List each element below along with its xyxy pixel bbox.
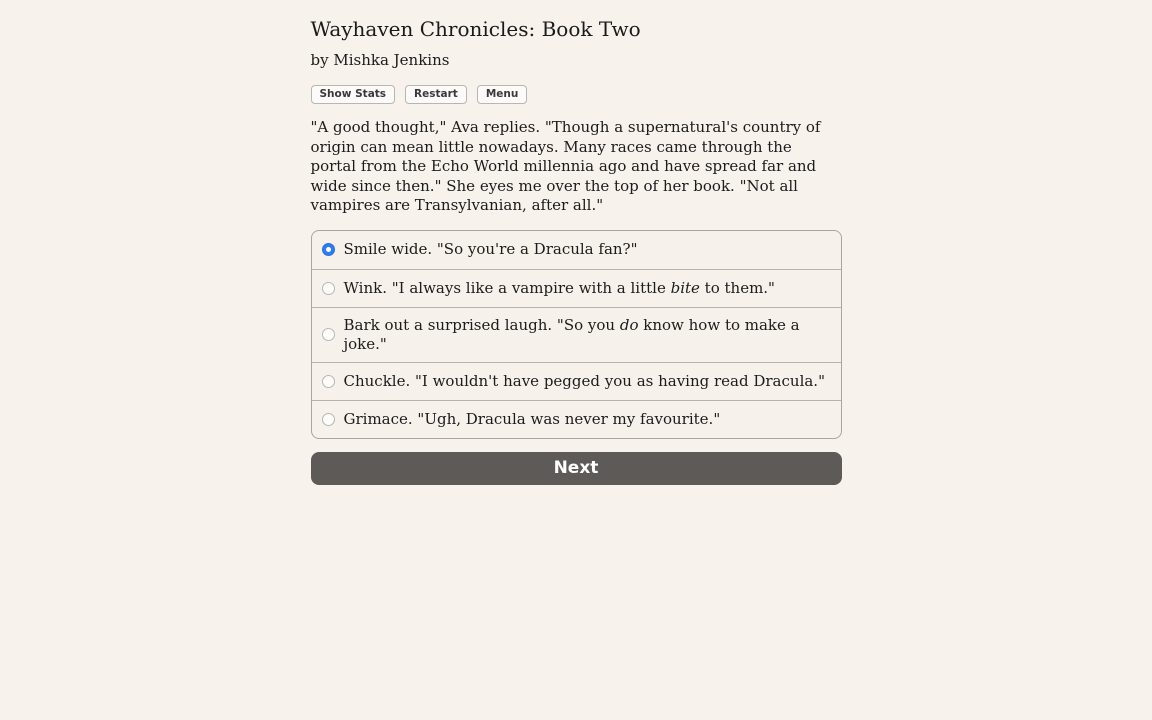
main-column	[311, 0, 842, 485]
radio-button[interactable]	[322, 375, 335, 388]
choice-label: Grimace. "Ugh, Dracula was never my favourite."	[343, 409, 721, 428]
choice-label: Chuckle. "I wouldn't have pegged you as having read Dracula."	[343, 371, 825, 390]
choice-option-3[interactable]	[312, 307, 841, 362]
choice-label: Wink. "I always like a vampire with a little bite to them."	[343, 278, 775, 297]
radio-button[interactable]	[322, 282, 335, 295]
choice-label: Bark out a surprised laugh. "So you do know how to make a joke."	[343, 315, 800, 353]
next-button[interactable]: Next	[311, 452, 842, 485]
author-line: by Mishka Jenkins	[310, 51, 450, 69]
choices-group	[311, 230, 842, 439]
radio-button[interactable]	[322, 413, 335, 426]
choice-option-2[interactable]	[312, 269, 841, 307]
choice-option-5[interactable]	[312, 400, 841, 438]
choice-option-4[interactable]	[312, 362, 841, 400]
restart-button[interactable]: Restart	[405, 85, 467, 104]
story-paragraph: "A good thought," Ava replies. "Though a supernatural's country of origin can mean little nowadays. Many races came through the portal from the Echo World millennia ago and have spread far and wide since then." She eyes me over the top of her book. "Not all vampires are Transylvanian, after all."	[310, 118, 821, 214]
radio-button[interactable]	[322, 328, 335, 341]
choice-label: Smile wide. "So you're a Dracula fan?"	[343, 240, 638, 258]
toolbar	[311, 85, 842, 104]
page-title: Wayhaven Chronicles: Book Two	[310, 17, 641, 41]
choice-option-1[interactable]	[312, 231, 841, 269]
menu-button[interactable]: Menu	[477, 85, 528, 104]
radio-button[interactable]	[322, 243, 335, 256]
show-stats-button[interactable]: Show Stats	[311, 85, 396, 104]
